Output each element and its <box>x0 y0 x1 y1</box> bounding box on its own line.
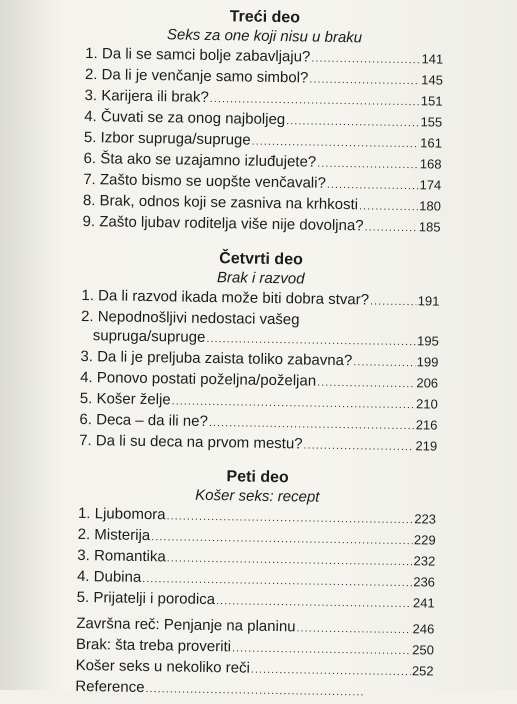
toc-entry-page: 246 <box>412 621 435 637</box>
toc-entry-label: Reference <box>75 677 145 697</box>
part-5 <box>77 466 437 615</box>
back-matter <box>75 614 434 704</box>
toc-entry-label: 4. Ponovo postati poželjna/poželjan <box>80 368 317 390</box>
toc-entry-page: 161 <box>420 135 443 151</box>
toc-entry-page: 185 <box>418 219 441 235</box>
leader-dots <box>232 639 412 661</box>
leader-dots <box>317 374 416 395</box>
leader-dots <box>370 292 417 312</box>
toc-entry-label: 6. Šta ako se uzajamno izluđujete? <box>83 149 317 171</box>
toc-entry-page: 155 <box>420 114 443 130</box>
leader-dots <box>317 155 419 176</box>
toc-entry-page: 229 <box>413 532 436 548</box>
part-4-title: Četvrti deo <box>219 250 303 269</box>
toc-entry-label: 2. Nepodnošljivi nedostaci vašeg <box>80 307 300 329</box>
toc-entry-label: 1. Ljubomora <box>77 504 166 524</box>
leader-dots <box>303 436 414 457</box>
toc-entry-page: 232 <box>413 553 436 569</box>
toc-entry-label: 8. Brak, odnos koji se zasniva na krhkosti <box>82 191 359 214</box>
toc-entry-page: 252 <box>411 663 434 679</box>
toc-entry-label: Završna reč: Penjanje na planinu <box>76 614 296 636</box>
toc-entry-label: 3. Da li je preljuba zaista toliko zabavna? <box>80 347 353 370</box>
toc-entry-page: 206 <box>416 375 439 391</box>
leader-dots <box>252 133 420 155</box>
toc-entry-page: 199 <box>416 354 439 370</box>
leader-dots <box>216 592 412 614</box>
toc-entry-page: 180 <box>419 198 442 214</box>
toc-entry-label: 6. Deca – da ili ne? <box>79 410 209 430</box>
toc-entry-page: 223 <box>414 511 437 527</box>
toc-entry-label: 1. Da li se samci bolje zabavljaju? <box>85 44 311 66</box>
toc-entry-label: 2. Da li je venčanje samo simbol? <box>84 65 309 87</box>
toc-entry-label: 4. Čuvati se za onog najboljeg <box>84 107 286 129</box>
leader-dots <box>364 218 418 238</box>
leader-dots <box>145 680 365 702</box>
toc-entry-label: 5. Košer želje <box>79 389 171 409</box>
part-5-subtitle: Košer seks: recept <box>195 486 320 506</box>
toc-entry-label: 4. Dubina <box>76 567 142 586</box>
toc-entry-page: 216 <box>415 417 438 433</box>
leader-dots <box>251 661 411 683</box>
toc-entry-page: 236 <box>413 574 436 590</box>
toc-entry-page: 141 <box>421 51 444 67</box>
toc-entry-label: 7. Da li su deca na prvom mestu? <box>79 431 303 453</box>
part-4-subtitle: Brak i razvod <box>216 269 305 288</box>
toc-entry-page: 241 <box>412 595 435 611</box>
part-3-title: Treći deo <box>229 8 301 27</box>
part-4 <box>79 248 440 458</box>
toc-entry-page: 145 <box>421 72 443 88</box>
toc-entry-page: 195 <box>416 333 439 349</box>
toc-entry-label: 1. Da li razvod ikada može biti dobra stvar? <box>81 286 370 309</box>
toc-entry-page: 219 <box>415 438 438 454</box>
table-of-contents <box>75 6 444 704</box>
leader-dots <box>286 112 420 133</box>
toc-entry-label: 3. Romantika <box>77 546 166 566</box>
toc-entry-page: 210 <box>415 396 438 412</box>
leader-dots <box>353 353 416 373</box>
toc-entry-page: 250 <box>412 642 435 658</box>
toc-entry-label: 5. Izbor supruga/supruge <box>83 128 251 149</box>
toc-entry-label: 7. Zašto bismo se uopšte venčavali? <box>83 170 327 192</box>
toc-entry-label: 5. Prijatelji i porodica <box>76 588 216 609</box>
leader-dots <box>327 176 419 196</box>
leader-dots <box>167 549 413 572</box>
toc-entry-label: supruga/supruge <box>92 327 206 346</box>
part-5-title: Peti deo <box>226 468 289 487</box>
toc-entry-page: 174 <box>419 177 442 193</box>
leader-dots <box>166 507 413 530</box>
toc-entry-label: Brak: šta treba proveriti <box>75 635 232 656</box>
part-3-subtitle: Seks za one koji nisu u braku <box>166 26 363 47</box>
toc-entry-page: 151 <box>420 93 443 109</box>
leader-dots <box>296 619 411 640</box>
leader-dots <box>172 392 416 415</box>
page-fold-shadow <box>0 0 60 690</box>
part-3 <box>82 6 444 239</box>
toc-entry-page: 191 <box>417 293 440 309</box>
leader-dots <box>151 528 413 551</box>
leader-dots <box>311 50 420 71</box>
toc-entry-label: Košer seks u nekoliko reči <box>75 656 251 677</box>
toc-entry-label: 3. Karijera ili brak? <box>84 86 209 106</box>
leader-dots <box>359 197 418 217</box>
toc-entry-page: 168 <box>419 156 442 172</box>
toc-entry-label: 2. Misterija <box>77 525 151 545</box>
leader-dots <box>309 71 420 92</box>
toc-entry-label: 9. Zašto ljubav roditelja više nije dovoljna? <box>82 212 364 235</box>
